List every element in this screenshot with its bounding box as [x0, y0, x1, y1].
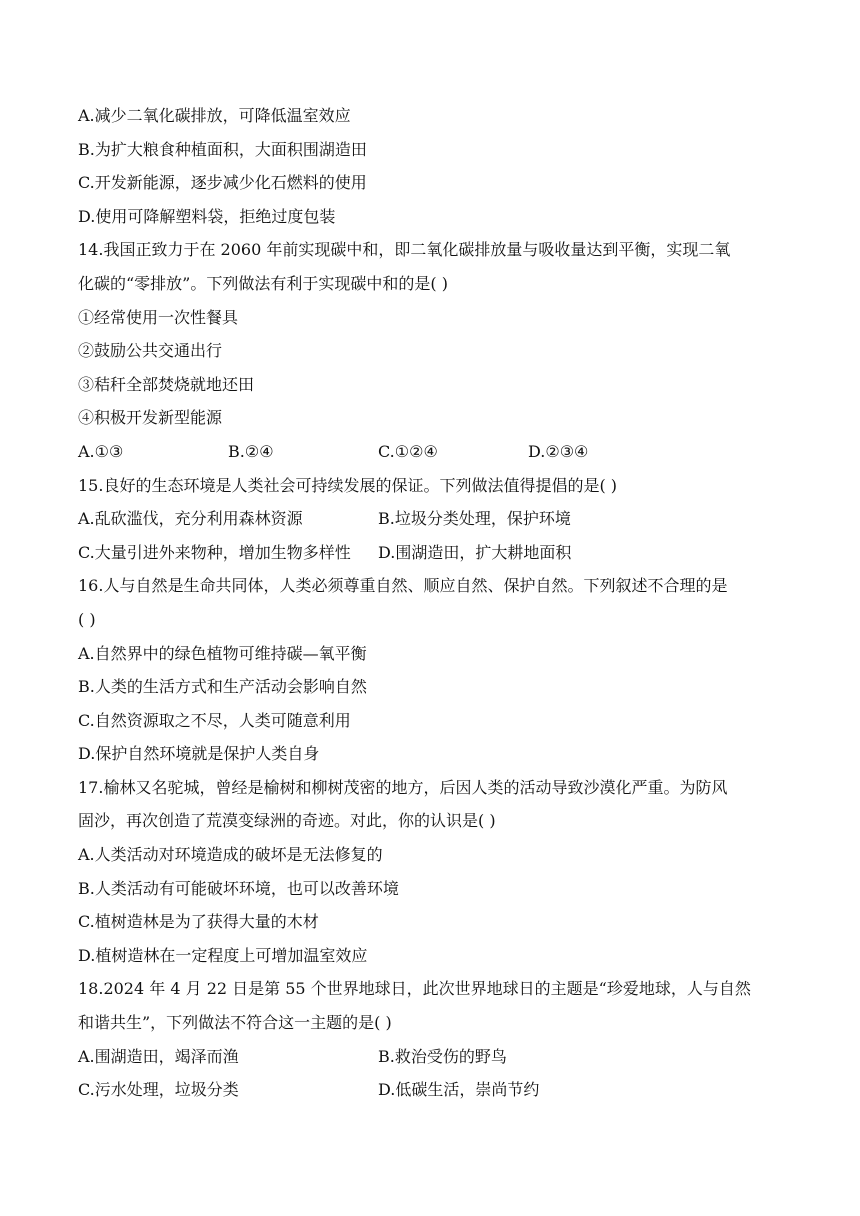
q14-option-c: C.①②④ [378, 441, 438, 461]
exam-page [78, 102, 778, 1110]
q16-option-a: A.自然界中的绿色植物可维持碳—氧平衡 [78, 643, 367, 663]
q18-option-c: C.污水处理，垃圾分类 [78, 1080, 239, 1100]
q14-option-d: D.②③④ [528, 441, 589, 461]
q13-option-a: A.减少二氧化碳排放，可降低温室效应 [78, 106, 351, 125]
q17-stem-line-1: 17.榆林又名驼城，曾经是榆树和柳树茂密的地方，后因人类的活动导致沙漠化严重。为防风 [78, 777, 728, 797]
q18-option-b: B.救治受伤的野鸟 [378, 1046, 507, 1066]
q17-option-b: B.人类活动有可能破坏环境，也可以改善环境 [78, 878, 399, 898]
q16-option-b: B.人类的生活方式和生产活动会影响自然 [78, 677, 367, 697]
q16-option-d: D.保护自然环境就是保护人类自身 [78, 744, 320, 764]
q18-options-row-1 [78, 1043, 778, 1077]
q14-item-2: ②鼓励公共交通出行 [78, 341, 223, 361]
q18-stem-line-1: 18.2024 年 4 月 22 日是第 55 个世界地球日，此次世界地球日的主题是“珍爱地球，人与自然 [78, 979, 751, 999]
q16-stem-line-1: 16.人与自然是生命共同体，人类必须尊重自然、顺应自然、保护自然。下列叙述不合理的是 [78, 576, 728, 596]
q13-option-c: C.开发新能源，逐步减少化石燃料的使用 [78, 173, 367, 193]
q15-option-c: C.大量引进外来物种，增加生物多样性 [78, 542, 351, 562]
q14-item-3: ③秸秆全部焚烧就地还田 [78, 374, 255, 394]
q14-options-row [78, 438, 778, 472]
q16-option-c: C.自然资源取之不尽，人类可随意利用 [78, 710, 351, 730]
q15-stem: 15.良好的生态环境是人类社会可持续发展的保证。下列做法值得提倡的是( ) [78, 475, 618, 495]
q18-stem-line-2: 和谐共生”，下列做法不符合这一主题的是( ) [78, 1013, 392, 1033]
q16-stem-line-2: ( ) [78, 609, 96, 629]
q14-option-a: A.①③ [78, 441, 124, 461]
q15-options-row-1 [78, 505, 778, 539]
q15-option-b: B.垃圾分类处理，保护环境 [378, 509, 571, 529]
q13-option-b: B.为扩大粮食种植面积，大面积围湖造田 [78, 139, 367, 159]
q18-option-d: D.低碳生活，崇尚节约 [378, 1080, 540, 1100]
q14-stem-line-1: 14.我国正致力于在 2060 年前实现碳中和，即二氧化碳排放量与吸收量达到平衡，实现二氧 [78, 240, 731, 260]
q17-stem-line-2: 固沙，再次创造了荒漠变绿洲的奇迹。对此，你的认识是( ) [78, 811, 496, 831]
q15-options-row-2 [78, 539, 778, 573]
q14-item-4: ④积极开发新型能源 [78, 408, 223, 428]
q14-stem-line-2: 化碳的“零排放”。下列做法有利于实现碳中和的是( ) [78, 273, 448, 293]
q18-option-a: A.围湖造田，竭泽而渔 [78, 1046, 239, 1066]
q14-option-b: B.②④ [228, 441, 274, 461]
q17-option-d: D.植树造林在一定程度上可增加温室效应 [78, 945, 368, 965]
q18-options-row-2 [78, 1076, 778, 1110]
q15-option-a: A.乱砍滥伐，充分利用森林资源 [78, 509, 303, 529]
q17-option-c: C.植树造林是为了获得大量的木材 [78, 912, 319, 932]
q14-item-1: ①经常使用一次性餐具 [78, 307, 239, 327]
q13-option-d: D.使用可降解塑料袋，拒绝过度包装 [78, 206, 336, 226]
q17-option-a: A.人类活动对环境造成的破坏是无法修复的 [78, 845, 383, 865]
q15-option-d: D.围湖造田，扩大耕地面积 [378, 542, 572, 562]
